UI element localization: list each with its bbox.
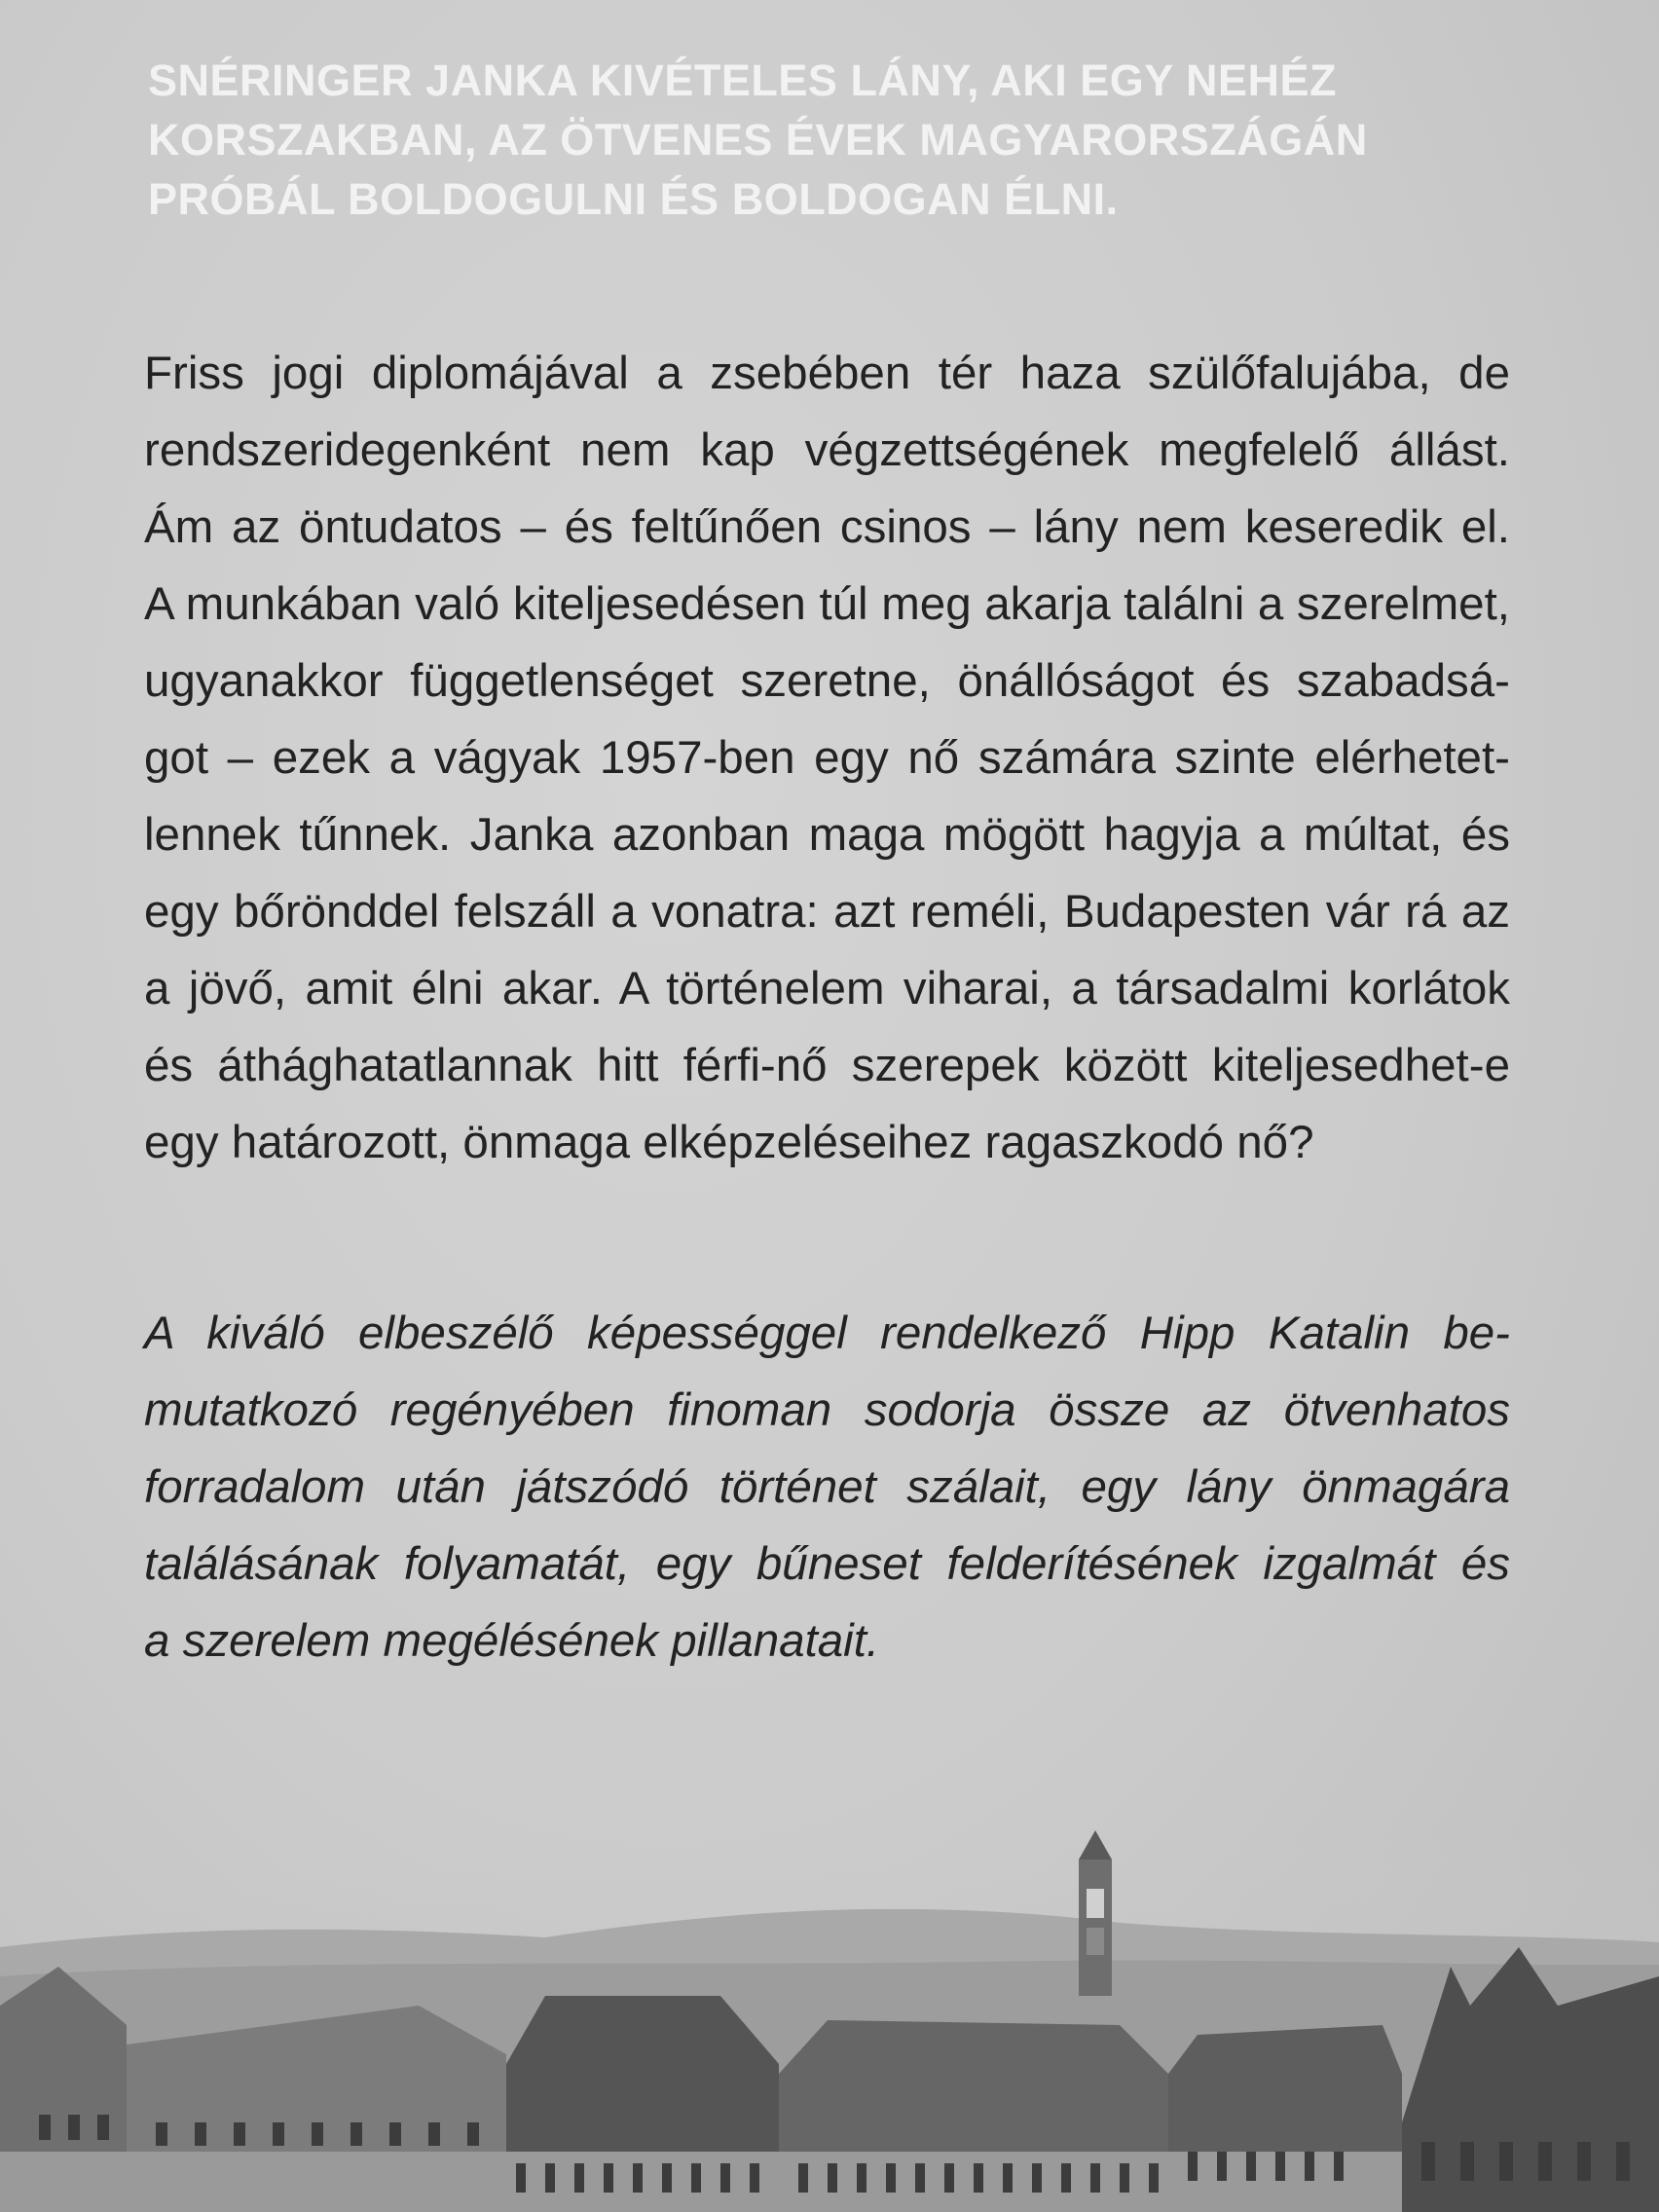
budapest-cityscape-photo xyxy=(0,1830,1659,2212)
description-line: ugyanakkor függetlenséget szeretne, önállóságot és szabadsá- xyxy=(144,655,1510,707)
description-line: rendszeridegenként nem kap végzettségének megfelelő állást. xyxy=(144,424,1510,476)
description-line: lennek tűnnek. Janka azonban maga mögött hagyja a múltat, és xyxy=(144,809,1510,861)
review-line: találásának folyamatát, egy bűneset felderítésének izgalmát és xyxy=(144,1538,1510,1590)
description-line: egy határozott, önmaga elképzeléseihez ragaszkodó nő? xyxy=(144,1117,1314,1168)
description-line: a jövő, amit élni akar. A történelem viharai, a társadalmi korlátok xyxy=(144,963,1510,1014)
description-line: A munkában való kiteljesedésen túl meg akarja találni a szerelmet, xyxy=(144,578,1510,630)
description-line: got – ezek a vágyak 1957-ben egy nő számára szinte elérhetet- xyxy=(144,732,1510,784)
headline-line: SNÉRINGER JANKA KIVÉTELES LÁNY, AKI EGY NEHÉZ xyxy=(148,55,1338,105)
headline xyxy=(148,51,1414,229)
headline-line: PRÓBÁL BOLDOGULNI ÉS BOLDOGAN ÉLNI. xyxy=(148,174,1119,224)
description-line: Ám az öntudatos – és feltűnően csinos – lány nem keseredik el. xyxy=(144,501,1510,553)
review-line: A kiváló elbeszélő képességgel rendelkező Hipp Katalin be- xyxy=(144,1308,1510,1359)
review-line: mutatkozó regényében finoman sodorja össze az ötvenhatos xyxy=(144,1384,1510,1436)
review-line: a szerelem megélésének pillanatait. xyxy=(144,1615,880,1667)
description-line: Friss jogi diplomájával a zsebében tér haza szülőfalujába, de xyxy=(144,348,1510,399)
review-paragraph xyxy=(144,1295,1510,1679)
headline-line: KORSZAKBAN, AZ ÖTVENES ÉVEK MAGYARORSZÁGÁN xyxy=(148,115,1368,165)
description-line: és áthághatatlannak hitt férfi-nő szerepek között kiteljesedhet-e xyxy=(144,1040,1510,1091)
description-paragraph xyxy=(144,335,1510,1181)
description-line: egy bőrönddel felszáll a vonatra: azt reméli, Budapesten vár rá az xyxy=(144,886,1510,938)
review-line: forradalom után játszódó történet szálait, egy lány önmagára xyxy=(144,1461,1510,1513)
